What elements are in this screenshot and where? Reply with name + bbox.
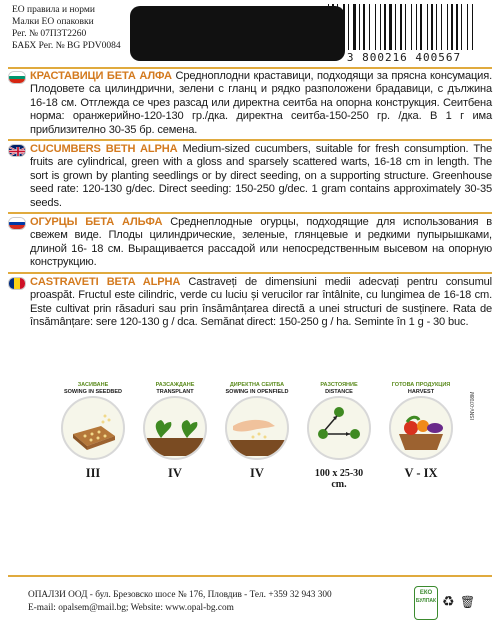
barcode-bar: [357, 4, 358, 50]
seedlings-icon: [143, 396, 207, 460]
barcode-bar: [427, 4, 428, 50]
barcode-bar: [456, 4, 458, 50]
barcode-bar: [330, 4, 331, 50]
barcode-bar: [346, 4, 347, 50]
hand-sowing-icon: [225, 396, 289, 460]
barcode-bar: [371, 4, 374, 50]
barcode-bar: [363, 4, 365, 50]
barcode-bar: [384, 4, 386, 50]
plant-spacing-icon: [307, 396, 371, 460]
barcode-bar: [418, 4, 419, 50]
barcode-bar: [434, 4, 435, 50]
step-label-en: HARVEST: [407, 388, 435, 395]
barcode-bar: [423, 4, 426, 50]
top-divider: [8, 67, 492, 69]
barcode-bar: [382, 4, 383, 50]
step-label-bg: ГОТОВА ПРОДУКЦИЯ: [391, 382, 451, 388]
footer-contact: E-mail: opalsem@mail.bg; Website: www.opal-bg.com: [28, 602, 234, 613]
cert-line: Малки ЕО опаковки: [12, 17, 94, 27]
barcode-bar: [407, 4, 410, 50]
barcode-bar: [429, 4, 430, 50]
barcode-bar: [397, 4, 399, 50]
barcode-bar: [359, 4, 360, 50]
barcode-bar: [375, 4, 376, 50]
footer: [28, 589, 332, 614]
section-title: CUCUMBERS BETH ALPHA: [30, 143, 178, 156]
vertical-code: ISNV-0708M: [470, 391, 476, 420]
barcode-bar: [443, 4, 446, 50]
section-ro: [8, 276, 492, 330]
barcode-bar: [447, 4, 448, 50]
barcode-bar: [411, 4, 412, 50]
step-value: IV: [250, 466, 264, 480]
step-label-bg: РАЗСАЖДАНЕ: [155, 382, 195, 388]
step-distance: [306, 382, 372, 490]
barcode-bar: [393, 4, 394, 50]
section-body: Castraveți de dimensiuni medii adecvați pentru consumul proaspăt. Fructul este cilindric, verde cu luciu și verucilor rar întâlnite, cu lungimea de 16-18 cm. Este cultivat prin răsaduri sau prin însămânțarea directă a unei structuri de susținere. Rata de însămânțare: sere 120-130 g / dca. Semănat direct: 150-250 g / ha. Seminte în 1 g - 30 buc.: [30, 275, 492, 328]
barcode-bar: [463, 4, 466, 50]
section-body: Средноплодни краставици, подходящи за прясна консумация. Плодовете са цилиндрични, зелени с гланц и рядко разположени брадавици, с дължина 16-18 см. Отглежда се чрез разсад или директна сеитба на опорна конструкция. Сеитбена норма: оранжерийно-120-130 гр./дка. директна сеитба-150-250 гр. /дка. В 1 г има приблизително 30-35 бр. семена.: [30, 70, 493, 136]
barcode-bar: [441, 4, 442, 50]
footer-divider: [8, 575, 492, 577]
section-ru: [8, 216, 492, 270]
barcode-bar: [337, 4, 338, 50]
step-label-en: TRANSPLANT: [156, 388, 194, 395]
barcode-bar: [431, 4, 433, 50]
romania-flag-icon: [8, 277, 26, 290]
barcode-bar: [377, 4, 379, 50]
barcode-bar: [436, 4, 437, 50]
barcode-bar: [474, 4, 475, 50]
barcode-bar: [369, 4, 370, 50]
step-transplant: [142, 382, 208, 481]
barcode-bar: [328, 4, 329, 50]
seedbed-tray-icon: [61, 396, 125, 460]
barcode-bar: [387, 4, 388, 50]
step-sowing-seedbed: [60, 382, 126, 481]
uk-flag-icon: [8, 144, 26, 157]
barcode-bar: [400, 4, 402, 50]
barcode-bar: [350, 4, 352, 50]
certification-block: [12, 4, 121, 52]
barcode-bar: [353, 4, 356, 50]
step-label-bg: РАЗСТОЯНИЕ: [320, 382, 358, 388]
barcode-bar: [335, 4, 336, 50]
step-harvest: [388, 382, 454, 481]
barcode-bar: [366, 4, 368, 50]
section-title: КРАСТАВИЦИ БЕТА АЛФА: [30, 70, 172, 82]
step-label-bg: ДИРЕКТНА СЕИТБА: [229, 382, 285, 388]
description-sections: [8, 70, 492, 331]
step-value: III: [85, 466, 101, 480]
barcode-bar: [332, 4, 334, 50]
section-divider: [8, 212, 492, 214]
vegetables-basket-icon: [389, 396, 453, 460]
barcode-bar: [467, 4, 468, 50]
barcode-bar: [348, 4, 349, 50]
footer-address: ОПАЛЗИ ООД - бул. Брезовско шосе № 176, Пловдив - Тел. +359 32 943 300: [28, 590, 332, 600]
section-body: Среднеплодные огурцы, подходящие для использования в свежем виде. Плоды цилиндрические, зеленые, глянцевые и редкими пупырышками, длиной 16- 18 см. Выращивается рассадой или непосредственным высевом на опорную конструкцию.: [30, 216, 492, 269]
barcode-bar: [454, 4, 455, 50]
recycle-icon: ♻: [442, 595, 455, 610]
step-label-en: SOWING IN SEEDBED: [63, 388, 123, 395]
barcode-bar: [469, 4, 471, 50]
section-en: [8, 143, 492, 210]
section-divider: [8, 272, 492, 274]
cert-line: ЕО правила и норми: [12, 5, 95, 15]
section-bg: [8, 70, 492, 137]
barcode-digits: 3 800216 400567: [346, 51, 462, 64]
step-direct-sowing: [224, 382, 290, 481]
barcode-bar: [461, 4, 462, 50]
section-title: CASTRAVETI BETA ALPHA: [30, 275, 181, 288]
barcode-bar: [472, 4, 473, 50]
cert-line: БАБХ Рег. № BG PDV0084: [12, 41, 121, 51]
section-title: ОГУРЦЫ БЕТА АЛЬФА: [30, 216, 163, 229]
waste-bin-icon: 🗑: [460, 595, 476, 609]
russia-flag-icon: [8, 217, 26, 230]
barcode: [318, 4, 490, 66]
barcode-bar: [413, 4, 415, 50]
step-value: IV: [168, 466, 182, 480]
step-value: 100 x 25-30 cm.: [314, 468, 364, 490]
bulgaria-flag-icon: [8, 71, 26, 84]
barcode-bar: [459, 4, 460, 50]
black-label-area: [130, 6, 345, 61]
eco-bulpak-logo: ЕКО БУЛПАК: [414, 586, 438, 620]
barcode-bar: [339, 4, 342, 50]
barcode-bar: [403, 4, 404, 50]
barcode-bar: [395, 4, 396, 50]
growing-steps: [60, 382, 470, 490]
barcode-bar: [389, 4, 392, 50]
barcode-bar: [451, 4, 453, 50]
barcode-bar: [405, 4, 406, 50]
barcode-bar: [380, 4, 381, 50]
cert-line: Рег. № 07П3Т2260: [12, 29, 87, 39]
barcode-bar: [416, 4, 417, 50]
barcode-bar: [420, 4, 422, 50]
barcode-bars: [318, 4, 490, 50]
step-label-bg: ЗАСИВАНЕ: [77, 382, 109, 388]
barcode-bar: [449, 4, 450, 50]
step-label-en: DISTANCE: [325, 388, 353, 395]
step-value: V - IX: [404, 466, 438, 480]
section-body: Medium-sized cucumbers, suitable for fresh consumption. The fruits are cylindrical, green with a gloss and sparsely scattered warts, 16-18 cm in length. The sort is grown by planting seedlings or by direct seeding, on a supporting structure. Greenhouse seed rate: 120-130 g/dec. Direct seeding: 150-250 g/dec. 1 gram contains approximately 30-35 seeds.: [30, 143, 492, 209]
barcode-bar: [438, 4, 440, 50]
step-label-en: SOWING IN OPENFIELD: [225, 388, 289, 395]
barcode-bar: [361, 4, 362, 50]
barcode-bar: [343, 4, 345, 50]
section-divider: [8, 139, 492, 141]
